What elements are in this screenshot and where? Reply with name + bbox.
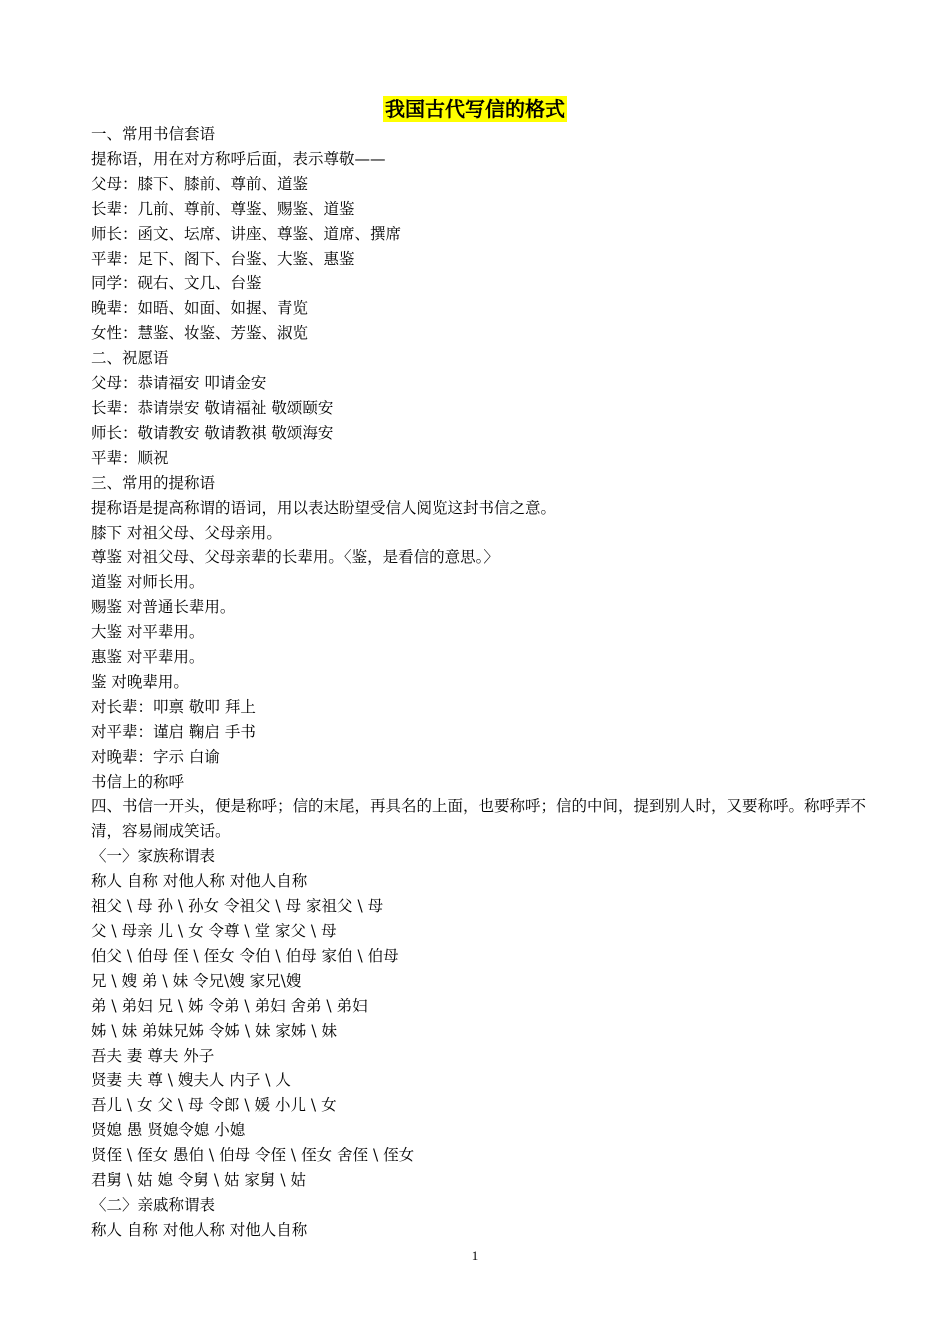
text-line: 平辈：足下、阁下、台鉴、大鉴、惠鉴 (91, 249, 355, 268)
text-block-before (91, 122, 871, 794)
text-line: 书信上的称呼 (91, 772, 185, 791)
title-container (0, 96, 950, 122)
text-line: 吾儿 \ 女 父 \ 母 令郎 \ 媛 小儿 \ 女 (91, 1096, 337, 1115)
text-line: 父母：膝下、膝前、尊前、道鉴 (91, 174, 309, 193)
text-line: 大鉴 对平辈用。 (91, 623, 205, 642)
text-line: 弟 \ 弟妇 兄 \ 姊 令弟 \ 弟妇 舍弟 \ 弟妇 (91, 996, 368, 1015)
text-line: 长辈：恭请崇安 敬请福祉 敬颂颐安 (91, 398, 334, 417)
text-line: 同学：砚右、文几、台鉴 (91, 274, 262, 293)
text-line: 惠鉴 对平辈用。 (91, 648, 205, 667)
text-line: 称人 自称 对他人称 对他人自称 (91, 872, 308, 891)
text-line: 君舅 \ 姑 媳 令舅 \ 姑 家舅 \ 姑 (91, 1171, 307, 1190)
text-line: 〈一〉家族称谓表 (91, 847, 216, 866)
text-line: 贤侄 \ 侄女 愚伯 \ 伯母 令侄 \ 侄女 舍侄 \ 侄女 (91, 1146, 415, 1165)
paragraph-four: 四、书信一开头，便是称呼；信的末尾，再具名的上面，也要称呼；信的中间，提到别人时，又要称呼。称呼弄不清，容易闹成笑话。 (91, 797, 867, 841)
text-line: 师长：函文、坛席、讲座、尊鉴、道席、撰席 (91, 224, 402, 243)
text-line: 祖父 \ 母 孙 \ 孙女 令祖父 \ 母 家祖父 \ 母 (91, 897, 384, 916)
text-line: 晚辈：如晤、如面、如握、青览 (91, 299, 309, 318)
text-line: 赐鉴 对普通长辈用。 (91, 598, 236, 617)
text-line: 父母：恭请福安 叩请金安 (91, 374, 267, 393)
text-line: 道鉴 对师长用。 (91, 573, 205, 592)
text-line: 一、常用书信套语 (91, 125, 216, 143)
text-line: 姊 \ 妹 弟妹兄姊 令姊 \ 妹 家姊 \ 妹 (91, 1021, 338, 1040)
text-line: 兄 \ 嫂 弟 \ 妹 令兄\嫂 家兄\嫂 (91, 971, 302, 990)
text-line: 尊鉴 对祖父母、父母亲辈的长辈用。〈鉴，是看信的意思。〉 (91, 548, 499, 567)
text-line: 师长：敬请教安 敬请教祺 敬颂海安 (91, 423, 334, 442)
text-line: 长辈：几前、尊前、尊鉴、赐鉴、道鉴 (91, 199, 355, 218)
text-line: 伯父 \ 伯母 侄 \ 侄女 令伯 \ 伯母 家伯 \ 伯母 (91, 946, 399, 965)
page-number: 1 (471, 1248, 479, 1263)
document-title: 我国古代写信的格式 (385, 97, 565, 121)
text-line: 膝下 对祖父母、父母亲用。 (91, 523, 282, 542)
text-line: 吾夫 妻 尊夫 外子 (91, 1046, 215, 1065)
text-line: 对晚辈：字示 白谕 (91, 747, 220, 766)
text-block-after (91, 844, 871, 1243)
text-line: 贤媳 愚 贤媳令媳 小媳 (91, 1121, 246, 1140)
text-line: 贤妻 夫 尊 \ 嫂夫人 内子 \ 人 (91, 1071, 291, 1090)
text-line: 平辈：顺祝 (91, 448, 169, 467)
document-body (91, 122, 871, 1243)
text-line: 对长辈：叩禀 敬叩 拜上 (91, 697, 256, 716)
text-line: 二、祝愿语 (91, 349, 169, 368)
text-line: 称人 自称 对他人称 对他人自称 (91, 1220, 308, 1239)
text-line: 女性：慧鉴、妆鉴、芳鉴、淑览 (91, 324, 309, 343)
text-line: 鉴 对晚辈用。 (91, 672, 189, 691)
text-line: 提称语，用在对方称呼后面，表示尊敬—— (91, 149, 386, 168)
text-line: 提称语是提高称谓的语词，用以表达盼望受信人阅览这封书信之意。 (91, 498, 557, 517)
text-line: 三、常用的提称语 (91, 473, 216, 492)
text-line: 〈二〉亲戚称谓表 (91, 1195, 216, 1214)
text-line: 父 \ 母亲 儿 \ 女 令尊 \ 堂 家父 \ 母 (91, 922, 337, 940)
text-line: 对平辈：谨启 鞠启 手书 (91, 722, 256, 741)
